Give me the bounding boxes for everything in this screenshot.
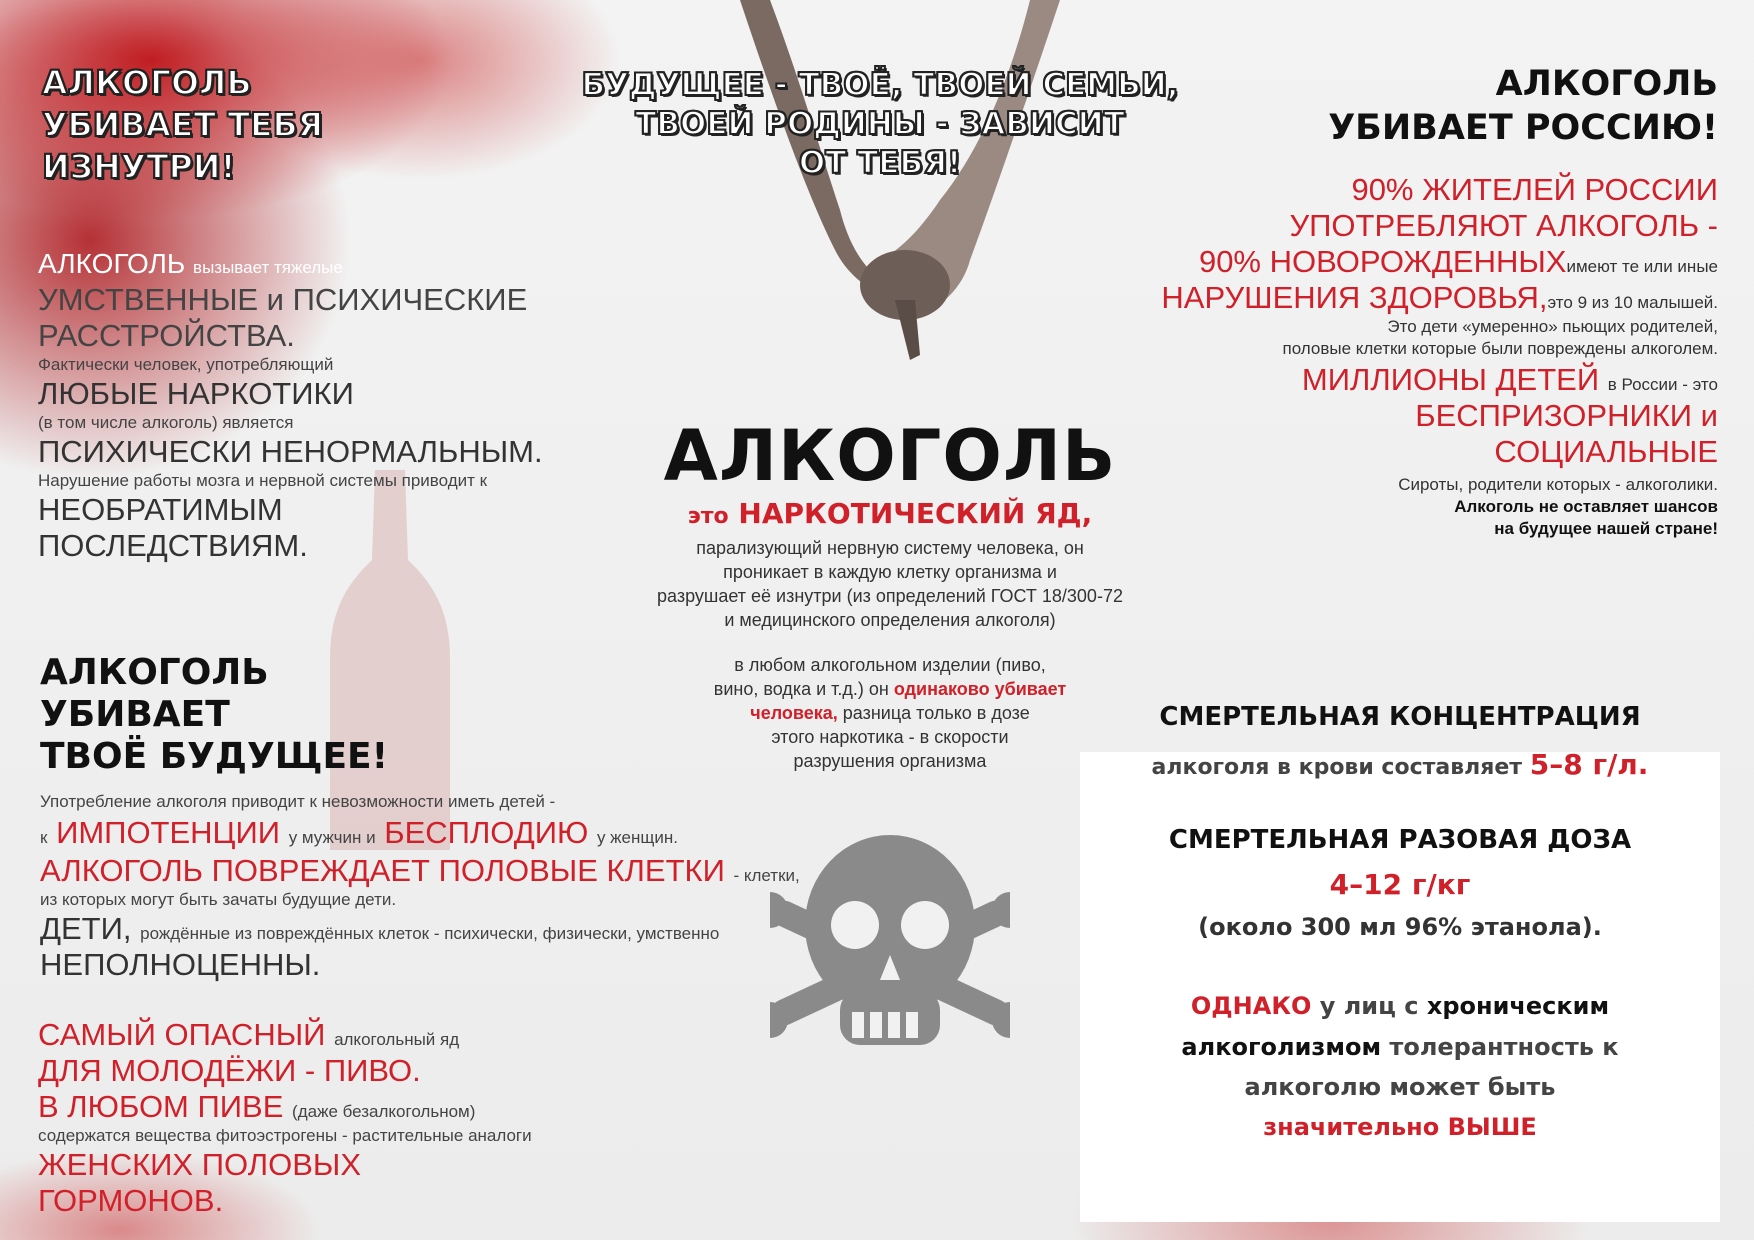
- text: алкогольный яд: [334, 1030, 460, 1049]
- text: разрушения организма: [793, 751, 987, 771]
- text: вызывает тяжелые: [193, 258, 343, 277]
- text: и медицинского определения алкоголя): [724, 610, 1056, 630]
- text: одинаково убивает: [893, 679, 1067, 699]
- text: содержатся вещества фитоэстрогены - растительные аналоги: [38, 1126, 532, 1145]
- right-headline-line: УБИВАЕТ РОССИЮ!: [1328, 108, 1718, 148]
- text: ОДНАКО: [1190, 992, 1312, 1020]
- text: в любом алкогольном изделии (пиво,: [734, 655, 1046, 675]
- text: Сироты, родители которых - алкоголики.: [1398, 475, 1718, 494]
- text: - клетки,: [733, 866, 800, 885]
- text: ДЛЯ МОЛОДЁЖИ - ПИВО.: [38, 1053, 421, 1088]
- text: проникает в каждую клетку организма и: [723, 562, 1057, 582]
- text: разница только в дозе: [842, 703, 1030, 723]
- text: 4–12 г/кг: [1329, 868, 1471, 901]
- text: 90% НОВОРОЖДЕННЫХ: [1198, 244, 1567, 279]
- text: из которых могут быть зачаты будущие дети.: [40, 890, 397, 909]
- left-headline-line: УБИВАЕТ ТЕБЯ: [42, 105, 324, 144]
- center-headline-line: ОТ ТЕБЯ!: [798, 145, 962, 181]
- center-title: АЛКОГОЛЬ: [663, 415, 1117, 497]
- left-paragraph-2: [40, 791, 840, 983]
- lethal-dose-text: [1050, 700, 1750, 1200]
- left-headline-2: [40, 652, 388, 778]
- text: Фактически человек, употребляющий: [38, 355, 334, 374]
- text: БЕСПРИЗОРНИКИ и: [1415, 398, 1718, 433]
- text: НЕПОЛНОЦЕННЫ.: [40, 947, 321, 982]
- text: имеют те или иные: [1566, 257, 1718, 276]
- text: половые клетки которые были повреждены алкоголем.: [1282, 339, 1718, 358]
- text: парализующий нервную систему человека, он: [696, 538, 1084, 558]
- left-headline-1: [42, 62, 323, 188]
- text: В ЛЮБОМ ПИВЕ: [38, 1089, 284, 1124]
- text: СМЕРТЕЛЬНАЯ РАЗОВАЯ ДОЗА: [1168, 825, 1632, 855]
- text: РАССТРОЙСТВА.: [38, 318, 295, 353]
- center-description: [590, 536, 1190, 632]
- text: АЛКОГОЛЬ: [38, 248, 186, 279]
- center-headline-line: ТВОЕЙ РОДИНЫ - ЗАВИСИТ: [635, 106, 1125, 142]
- text: у женщин.: [596, 828, 678, 847]
- text: СМЕРТЕЛЬНАЯ КОНЦЕНТРАЦИЯ: [1159, 702, 1641, 732]
- text: на будущее нашей стране!: [1494, 519, 1718, 538]
- text: СОЦИАЛЬНЫЕ: [1494, 434, 1718, 469]
- text: ЖЕНСКИХ ПОЛОВЫХ: [38, 1147, 362, 1182]
- text: Употребление алкоголя приводит к невозможности иметь детей -: [40, 792, 556, 811]
- text: ЛЮБЫЕ НАРКОТИКИ: [38, 376, 354, 411]
- left-headline-line: АЛКОГОЛЬ: [40, 652, 269, 693]
- text: рождённые из повреждённых клеток - психически, физически, умственно: [140, 924, 720, 943]
- text: значительно ВЫШЕ: [1263, 1113, 1537, 1141]
- text: [1050, 992, 1750, 1020]
- text: у лиц с: [1319, 992, 1419, 1020]
- text: НЕОБРАТИМЫМ: [38, 492, 283, 527]
- holding-hands-image: [730, 0, 1070, 420]
- text: ПОСЛЕДСТВИЯМ.: [38, 528, 308, 563]
- text: УПОТРЕБЛЯЮТ АЛКОГОЛЬ -: [1289, 208, 1718, 243]
- text: (в том числе алкоголь) является: [38, 413, 294, 432]
- text: в России - это: [1607, 375, 1718, 394]
- text: это 9 из 10 малышей.: [1547, 293, 1718, 312]
- right-paragraph: [1060, 172, 1718, 540]
- text: к: [40, 828, 48, 847]
- text: хроническим: [1426, 992, 1610, 1020]
- text: БЕСПЛОДИЮ: [384, 815, 589, 850]
- text: (даже безалкогольном): [292, 1102, 476, 1121]
- center-headline-line: БУДУЩЕЕ - ТВОЁ, ТВОЕЙ СЕМЬИ,: [581, 67, 1179, 103]
- text: Это дети «умеренно» пьющих родителей,: [1387, 317, 1718, 336]
- text: алкоголю может быть: [1244, 1073, 1556, 1101]
- text: вино, водка и т.д.) он: [713, 679, 889, 699]
- text: этого наркотика - в скорости: [771, 727, 1009, 747]
- text: алкоголя в крови составляет: [1151, 755, 1523, 780]
- text: ДЕТИ,: [40, 911, 132, 946]
- left-headline-line: УБИВАЕТ: [40, 694, 230, 735]
- left-headline-line: АЛКОГОЛЬ: [42, 63, 252, 102]
- text: 90% ЖИТЕЛЕЙ РОССИИ: [1351, 172, 1718, 207]
- right-headline-line: АЛКОГОЛЬ: [1495, 64, 1718, 104]
- text: это: [687, 504, 729, 529]
- text: Алкоголь не оставляет шансов: [1454, 497, 1718, 516]
- text: [1050, 1033, 1750, 1061]
- text: человека,: [750, 703, 838, 723]
- text: УМСТВЕННЫЕ и ПСИХИЧЕСКИЕ: [38, 282, 528, 317]
- text: у мужчин и: [288, 828, 376, 847]
- text: 5–8 г/л.: [1529, 748, 1649, 781]
- text: ГОРМОНОВ.: [38, 1183, 224, 1218]
- text: толерантность к: [1389, 1033, 1619, 1061]
- text: АЛКОГОЛЬ ПОВРЕЖДАЕТ ПОЛОВЫЕ КЛЕТКИ: [40, 853, 725, 888]
- text: САМЫЙ ОПАСНЫЙ: [38, 1017, 326, 1052]
- text: [1050, 748, 1750, 781]
- right-headline: [1100, 62, 1718, 150]
- text: Нарушение работы мозга и нервной системы приводит к: [38, 471, 488, 490]
- text: ПСИХИЧЕСКИ НЕНОРМАЛЬНЫМ.: [38, 434, 543, 469]
- left-headline-line: ИЗНУТРИ!: [42, 147, 236, 186]
- text: алкоголизмом: [1181, 1033, 1382, 1061]
- left-paragraph-1: [38, 246, 658, 564]
- left-headline-line: ТВОЁ БУДУЩЕЕ!: [40, 736, 389, 777]
- text: НАРУШЕНИЯ ЗДОРОВЬЯ,: [1161, 280, 1548, 315]
- text: разрушает её изнутри (из определений ГОСТ 18/300-72: [657, 586, 1123, 606]
- text: МИЛЛИОНЫ ДЕТЕЙ: [1301, 362, 1600, 397]
- text: ИМПОТЕНЦИИ: [56, 815, 281, 850]
- left-paragraph-3: [38, 1017, 738, 1219]
- text: НАРКОТИЧЕСКИЙ ЯД,: [738, 497, 1093, 530]
- text: (около 300 мл 96% этанола).: [1198, 913, 1602, 941]
